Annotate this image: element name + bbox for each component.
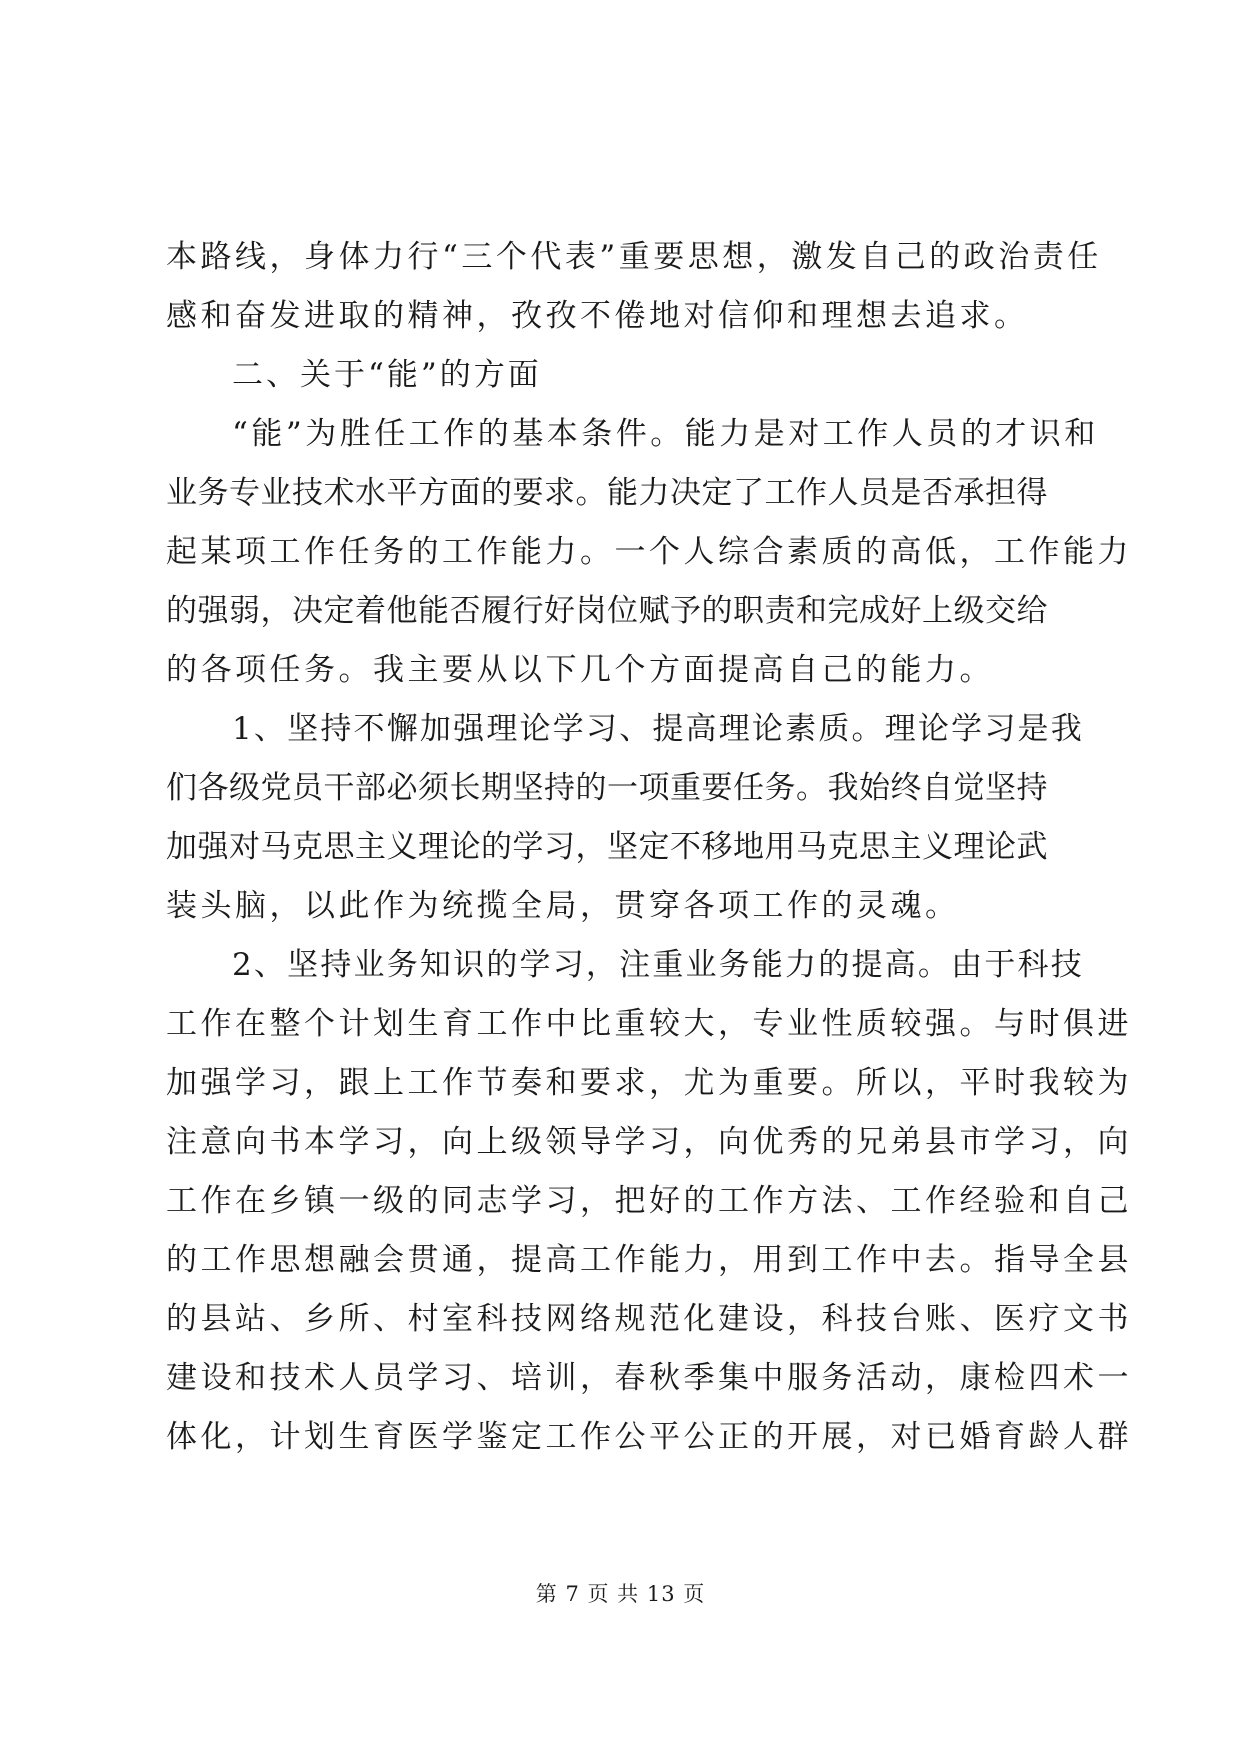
text-line: 注意向书本学习，向上级领导学习，向优秀的兄弟县市学习，向 — [166, 1124, 1132, 1160]
text-line: 建设和技术人员学习、培训，春秋季集中服务活动，康检四术一 — [166, 1360, 1132, 1396]
text-line: 的强弱，决定着他能否履行好岗位赋予的职责和完成好上级交给 — [166, 593, 1048, 629]
text-line: 的各项任务。我主要从以下几个方面提高自己的能力。 — [166, 652, 994, 688]
paragraph-first-line: “能”为胜任工作的基本条件。能力是对工作人员的才识和 — [232, 416, 1099, 452]
text-line: 们各级党员干部必须长期坚持的一项重要任务。我始终自觉坚持 — [166, 770, 1048, 806]
document-body — [166, 228, 1132, 1467]
text-line: 加强对马克思主义理论的学习，坚定不移地用马克思主义理论武 — [166, 829, 1048, 865]
text-line: 装头脑，以此作为统揽全局，贯穿各项工作的灵魂。 — [166, 888, 960, 924]
text-line: 加强学习，跟上工作节奏和要求，尤为重要。所以，平时我较为 — [166, 1065, 1132, 1101]
page-number-footer: 第 7 页 共 13 页 — [535, 1582, 706, 1606]
text-line: 工作在整个计划生育工作中比重较大，专业性质较强。与时俱进 — [166, 1006, 1132, 1042]
paragraph-first-line: 2、坚持业务知识的学习，注重业务能力的提高。由于科技 — [232, 947, 1084, 983]
text-line: 工作在乡镇一级的同志学习，把好的工作方法、工作经验和自己 — [166, 1183, 1132, 1219]
text-line: 起某项工作任务的工作能力。一个人综合素质的高低，工作能力 — [166, 534, 1132, 570]
paragraph-first-line: 1、坚持不懈加强理论学习、提高理论素质。理论学习是我 — [232, 711, 1084, 747]
text-line: 的工作思想融会贯通，提高工作能力，用到工作中去。指导全县 — [166, 1242, 1132, 1278]
text-line: 体化，计划生育医学鉴定工作公平公正的开展，对已婚育龄人群 — [166, 1419, 1132, 1455]
text-line: 本路线，身体力行“三个代表”重要思想，激发自己的政治责任 — [166, 239, 1102, 275]
text-line: 的县站、乡所、村室科技网络规范化建设，科技台账、医疗文书 — [166, 1301, 1132, 1337]
text-line: 感和奋发进取的精神，孜孜不倦地对信仰和理想去追求。 — [166, 298, 1029, 334]
text-line: 业务专业技术水平方面的要求。能力决定了工作人员是否承担得 — [166, 475, 1048, 511]
section-heading: 二、关于“能”的方面 — [232, 357, 542, 393]
